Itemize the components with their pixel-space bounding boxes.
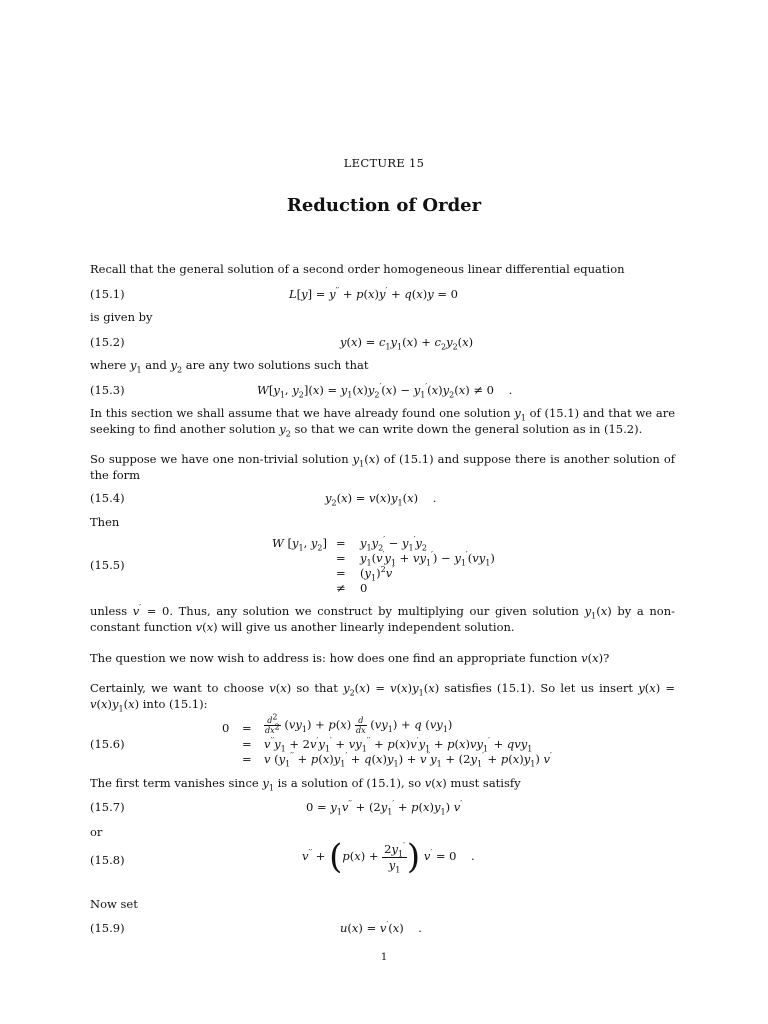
equation-15-9: u(x) = v′(x) . — [340, 920, 422, 935]
equation-number-15-8: (15.8) — [90, 853, 125, 867]
paragraph-first-term: The first term vanishes since $y_1$ is a solution of (15.1), so v(x) must satisfy — [90, 776, 521, 793]
equation-number-15-6: (15.6) — [90, 737, 125, 751]
equation-15-3: $W[y_1$, $y_2](x) = y_1(x)y_2'(x) - y_1'(x)y_2(x) \ne 0$ . — [257, 382, 513, 400]
paragraph-suppose: So suppose we have one non-trivial solution $y_1(x)$ of (15.1) and suppose there is another solution of the form — [90, 452, 675, 482]
paragraph-or: or — [90, 825, 103, 839]
equation-number-15-7: (15.7) — [90, 800, 125, 814]
paragraph-question: The question we now wish to address is: how does one find an appropriate function v(x)? — [90, 651, 610, 665]
paragraph-where: where $y_1$ and $y_2$ are any two solutions such that — [90, 358, 369, 375]
paragraph-given-by: is given by — [90, 310, 153, 324]
equation-15-4: $y_2(x) = v(x)y_1(x)$ . — [325, 491, 437, 508]
equation-15-7: $0 = y_1v'' + (2y_1' + p(x)y_1)$ v′ — [306, 799, 463, 817]
paragraph-assumption: In this section we shall assume that we have already found one solution $y_1$ of (15.1) and that we are seeking to find another solution $y_2$ so that we can write down the general solution as in (15.2). — [90, 406, 675, 439]
equation-number-15-1: (15.1) — [90, 287, 125, 301]
equation-number-15-9: (15.9) — [90, 921, 125, 935]
equation-number-15-4: (15.4) — [90, 491, 125, 505]
paragraph-intro: Recall that the general solution of a second order homogeneous linear differential equation — [90, 262, 625, 276]
page-number: 1 — [380, 952, 388, 963]
paragraph-now-set: Now set — [90, 897, 138, 911]
paragraph-then: Then — [90, 515, 120, 529]
equation-15-2: $y(x) = c_1y_1(x) + c_2y_2(x)$ — [340, 335, 474, 352]
paragraph-unless: unless v′ = 0. Thus, any solution we construct by multiplying our given solution $y_1(x)$ by a non-constant function v(x) will give us another linearly independent solution. — [90, 603, 675, 634]
paragraph-certainly: Certainly, we want to choose v(x) so that $y_2(x) = v(x)y_1(x)$ satisfies (15.1). So let us insert $y(x) = v(x)y_1(x)$ into (15.1): — [90, 681, 675, 714]
equation-number-15-2: (15.2) — [90, 335, 125, 349]
equation-number-15-3: (15.3) — [90, 383, 125, 397]
page-title: Reduction of Order — [286, 195, 482, 216]
equation-15-8: v′′ + (p(x) + $\frac{2y_1'}{y_1}$ ) v′ = 0 . — [302, 837, 475, 877]
lecture-label: LECTURE 15 — [343, 156, 425, 170]
equation-number-15-5: (15.5) — [90, 558, 125, 572]
equation-15-1: L[y] = y′′ + p(x)y′ + q(x)y = 0 — [289, 286, 458, 301]
